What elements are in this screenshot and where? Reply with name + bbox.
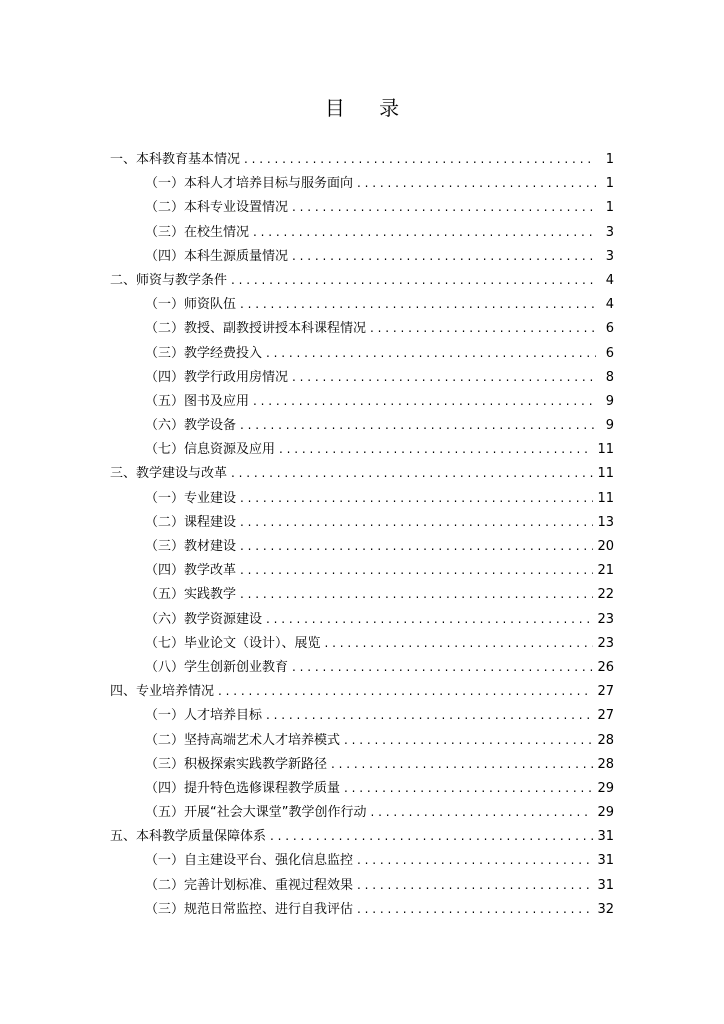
toc-entry[interactable] bbox=[110, 486, 614, 510]
toc-entry-label: （四）本科生源质量情况 bbox=[145, 248, 289, 264]
dot-leader bbox=[279, 437, 593, 462]
dot-leader bbox=[244, 147, 596, 172]
toc-entry-label: （五）图书及应用 bbox=[145, 393, 250, 409]
toc-entry[interactable] bbox=[110, 413, 614, 437]
toc-entry-label: （二）完善计划标准、重视过程效果 bbox=[145, 877, 354, 893]
dot-leader bbox=[270, 824, 593, 849]
toc-entry-label: 一、本科教育基本情况 bbox=[110, 152, 241, 167]
page-title: 目 录 bbox=[324, 96, 414, 120]
dot-leader bbox=[240, 510, 593, 535]
dot-leader bbox=[240, 558, 593, 583]
toc-entry[interactable] bbox=[110, 728, 614, 752]
dot-leader bbox=[357, 873, 593, 898]
toc-entry-page-number: 28 bbox=[597, 756, 614, 772]
toc-entry-label: （一）本科人才培养目标与服务面向 bbox=[145, 176, 354, 192]
toc-entry[interactable] bbox=[110, 341, 614, 365]
dot-leader bbox=[292, 244, 596, 269]
toc-entry-page-number: 9 bbox=[605, 418, 614, 434]
toc-entry-label: （三）在校生情况 bbox=[145, 224, 250, 240]
toc-entry[interactable] bbox=[110, 147, 614, 171]
toc-entry-page-number: 22 bbox=[597, 587, 614, 603]
toc-entry-page-number: 31 bbox=[597, 829, 614, 845]
toc-entry-label: （四）提升特色选修课程教学质量 bbox=[145, 780, 341, 796]
toc-entry-page-number: 31 bbox=[597, 853, 614, 869]
toc-entry-page-number: 31 bbox=[597, 877, 614, 893]
toc-entry-label: （二）课程建设 bbox=[145, 514, 237, 530]
toc-entry-page-number: 29 bbox=[597, 780, 614, 796]
toc-entry[interactable] bbox=[110, 848, 614, 872]
toc-entry-page-number: 21 bbox=[597, 563, 614, 579]
toc-entry[interactable] bbox=[110, 510, 614, 534]
toc-entry-page-number: 23 bbox=[597, 635, 614, 651]
dot-leader bbox=[240, 486, 593, 511]
toc-entry-page-number: 1 bbox=[605, 152, 614, 167]
toc-entry-page-number: 1 bbox=[605, 200, 614, 216]
toc-entry-label: （二）本科专业设置情况 bbox=[145, 200, 289, 216]
toc-entry-label: （八）学生创新创业教育 bbox=[145, 659, 289, 675]
dot-leader bbox=[240, 582, 593, 607]
dot-leader bbox=[357, 897, 593, 922]
toc-entry-page-number: 6 bbox=[605, 321, 614, 337]
toc-entry[interactable] bbox=[110, 437, 614, 461]
toc-entry-label: 三、教学建设与改革 bbox=[110, 466, 228, 482]
toc-entry[interactable] bbox=[110, 752, 614, 776]
toc-entry-label: （六）教学资源建设 bbox=[145, 611, 263, 627]
toc-entry[interactable] bbox=[110, 195, 614, 219]
toc-entry-label: （三）积极探索实践教学新路径 bbox=[145, 756, 328, 772]
dot-leader bbox=[240, 534, 593, 559]
toc-entry[interactable] bbox=[110, 873, 614, 897]
dot-leader bbox=[357, 171, 596, 196]
dot-leader bbox=[266, 703, 593, 728]
dot-leader bbox=[370, 800, 593, 825]
toc-entry-label: 五、本科教学质量保障体系 bbox=[110, 829, 267, 845]
dot-leader bbox=[325, 631, 594, 656]
toc-entry-label: 四、专业培养情况 bbox=[110, 684, 215, 700]
dot-leader bbox=[240, 413, 596, 438]
toc-entry[interactable] bbox=[110, 655, 614, 679]
dot-leader bbox=[231, 461, 593, 486]
dot-leader bbox=[344, 728, 593, 753]
toc-entry-label: （七）毕业论文（设计）、展览 bbox=[145, 635, 321, 651]
dot-leader bbox=[253, 389, 596, 414]
toc-entry[interactable] bbox=[110, 220, 614, 244]
toc-entry-page-number: 11 bbox=[597, 490, 614, 506]
dot-leader bbox=[240, 292, 596, 317]
toc-entry[interactable] bbox=[110, 534, 614, 558]
toc-entry[interactable] bbox=[110, 897, 614, 921]
toc-entry-label: （六）教学设备 bbox=[145, 418, 237, 434]
toc-entry-label: （二）教授、副教授讲授本科课程情况 bbox=[145, 321, 367, 337]
toc-entry[interactable] bbox=[110, 171, 614, 195]
toc-entry-label: （五）实践教学 bbox=[145, 587, 237, 603]
toc-entry-label: （二）坚持高端艺术人才培养模式 bbox=[145, 732, 341, 748]
toc-entry-label: （一）专业建设 bbox=[145, 490, 237, 506]
dot-leader bbox=[292, 655, 593, 680]
dot-leader bbox=[266, 607, 593, 632]
toc-entry-page-number: 29 bbox=[597, 805, 614, 821]
toc-entry-page-number: 9 bbox=[605, 393, 614, 409]
dot-leader bbox=[218, 679, 593, 704]
toc-entry-page-number: 23 bbox=[597, 611, 614, 627]
toc-entry[interactable] bbox=[110, 679, 614, 703]
toc-entry[interactable] bbox=[110, 268, 614, 292]
toc-entry-label: （三）教学经费投入 bbox=[145, 345, 263, 361]
toc-entry-page-number: 27 bbox=[597, 708, 614, 724]
toc-entry[interactable] bbox=[110, 582, 614, 606]
toc-entry-label: （七）信息资源及应用 bbox=[145, 442, 276, 458]
toc-entry[interactable] bbox=[110, 631, 614, 655]
toc-entry-page-number: 4 bbox=[605, 272, 614, 288]
dot-leader bbox=[370, 316, 596, 341]
toc-entry[interactable] bbox=[110, 389, 614, 413]
toc-entry-page-number: 4 bbox=[605, 297, 614, 313]
toc-entry-label: （三）规范日常监控、进行自我评估 bbox=[145, 901, 354, 917]
dot-leader bbox=[266, 341, 596, 366]
toc-entry-label: （一）人才培养目标 bbox=[145, 708, 263, 724]
dot-leader bbox=[357, 848, 593, 873]
toc-entry-page-number: 3 bbox=[605, 248, 614, 264]
toc-entry[interactable] bbox=[110, 776, 614, 800]
toc-entry-label: （三）教材建设 bbox=[145, 539, 237, 554]
toc-entry-page-number: 20 bbox=[597, 539, 614, 554]
toc-entry[interactable] bbox=[110, 558, 614, 582]
dot-leader bbox=[292, 365, 596, 390]
dot-leader bbox=[331, 752, 593, 777]
toc-entry-page-number: 8 bbox=[605, 369, 614, 385]
toc-entry-page-number: 13 bbox=[597, 514, 614, 530]
toc-entry[interactable] bbox=[110, 316, 614, 340]
toc-entry[interactable] bbox=[110, 607, 614, 631]
dot-leader bbox=[253, 220, 596, 245]
toc-entry[interactable] bbox=[110, 461, 614, 485]
toc-entry-label: （一）自主建设平台、强化信息监控 bbox=[145, 853, 354, 869]
toc-entry-page-number: 6 bbox=[605, 345, 614, 361]
toc-entry[interactable] bbox=[110, 292, 614, 316]
toc-entry-page-number: 1 bbox=[605, 176, 614, 192]
toc-entry-page-number: 26 bbox=[597, 659, 614, 675]
dot-leader bbox=[344, 776, 593, 801]
toc-entry[interactable] bbox=[110, 824, 614, 848]
toc-entry[interactable] bbox=[110, 703, 614, 727]
dot-leader bbox=[231, 268, 596, 293]
toc-entry-page-number: 32 bbox=[597, 901, 614, 917]
dot-leader bbox=[292, 195, 596, 220]
toc-entry[interactable] bbox=[110, 365, 614, 389]
toc-entry-page-number: 11 bbox=[597, 466, 614, 482]
toc-entry[interactable] bbox=[110, 244, 614, 268]
toc-entry-page-number: 27 bbox=[597, 684, 614, 700]
table-of-contents bbox=[110, 147, 614, 921]
toc-entry-label: （四）教学改革 bbox=[145, 563, 237, 579]
toc-entry-page-number: 28 bbox=[597, 732, 614, 748]
toc-entry-page-number: 11 bbox=[597, 442, 614, 458]
toc-entry-label: （一）师资队伍 bbox=[145, 297, 237, 313]
toc-entry[interactable] bbox=[110, 800, 614, 824]
toc-entry-page-number: 3 bbox=[605, 224, 614, 240]
toc-entry-label: （五）开展“社会大课堂”教学创作行动 bbox=[145, 805, 367, 821]
toc-entry-label: （四）教学行政用房情况 bbox=[145, 369, 289, 385]
toc-entry-label: 二、师资与教学条件 bbox=[110, 272, 228, 288]
